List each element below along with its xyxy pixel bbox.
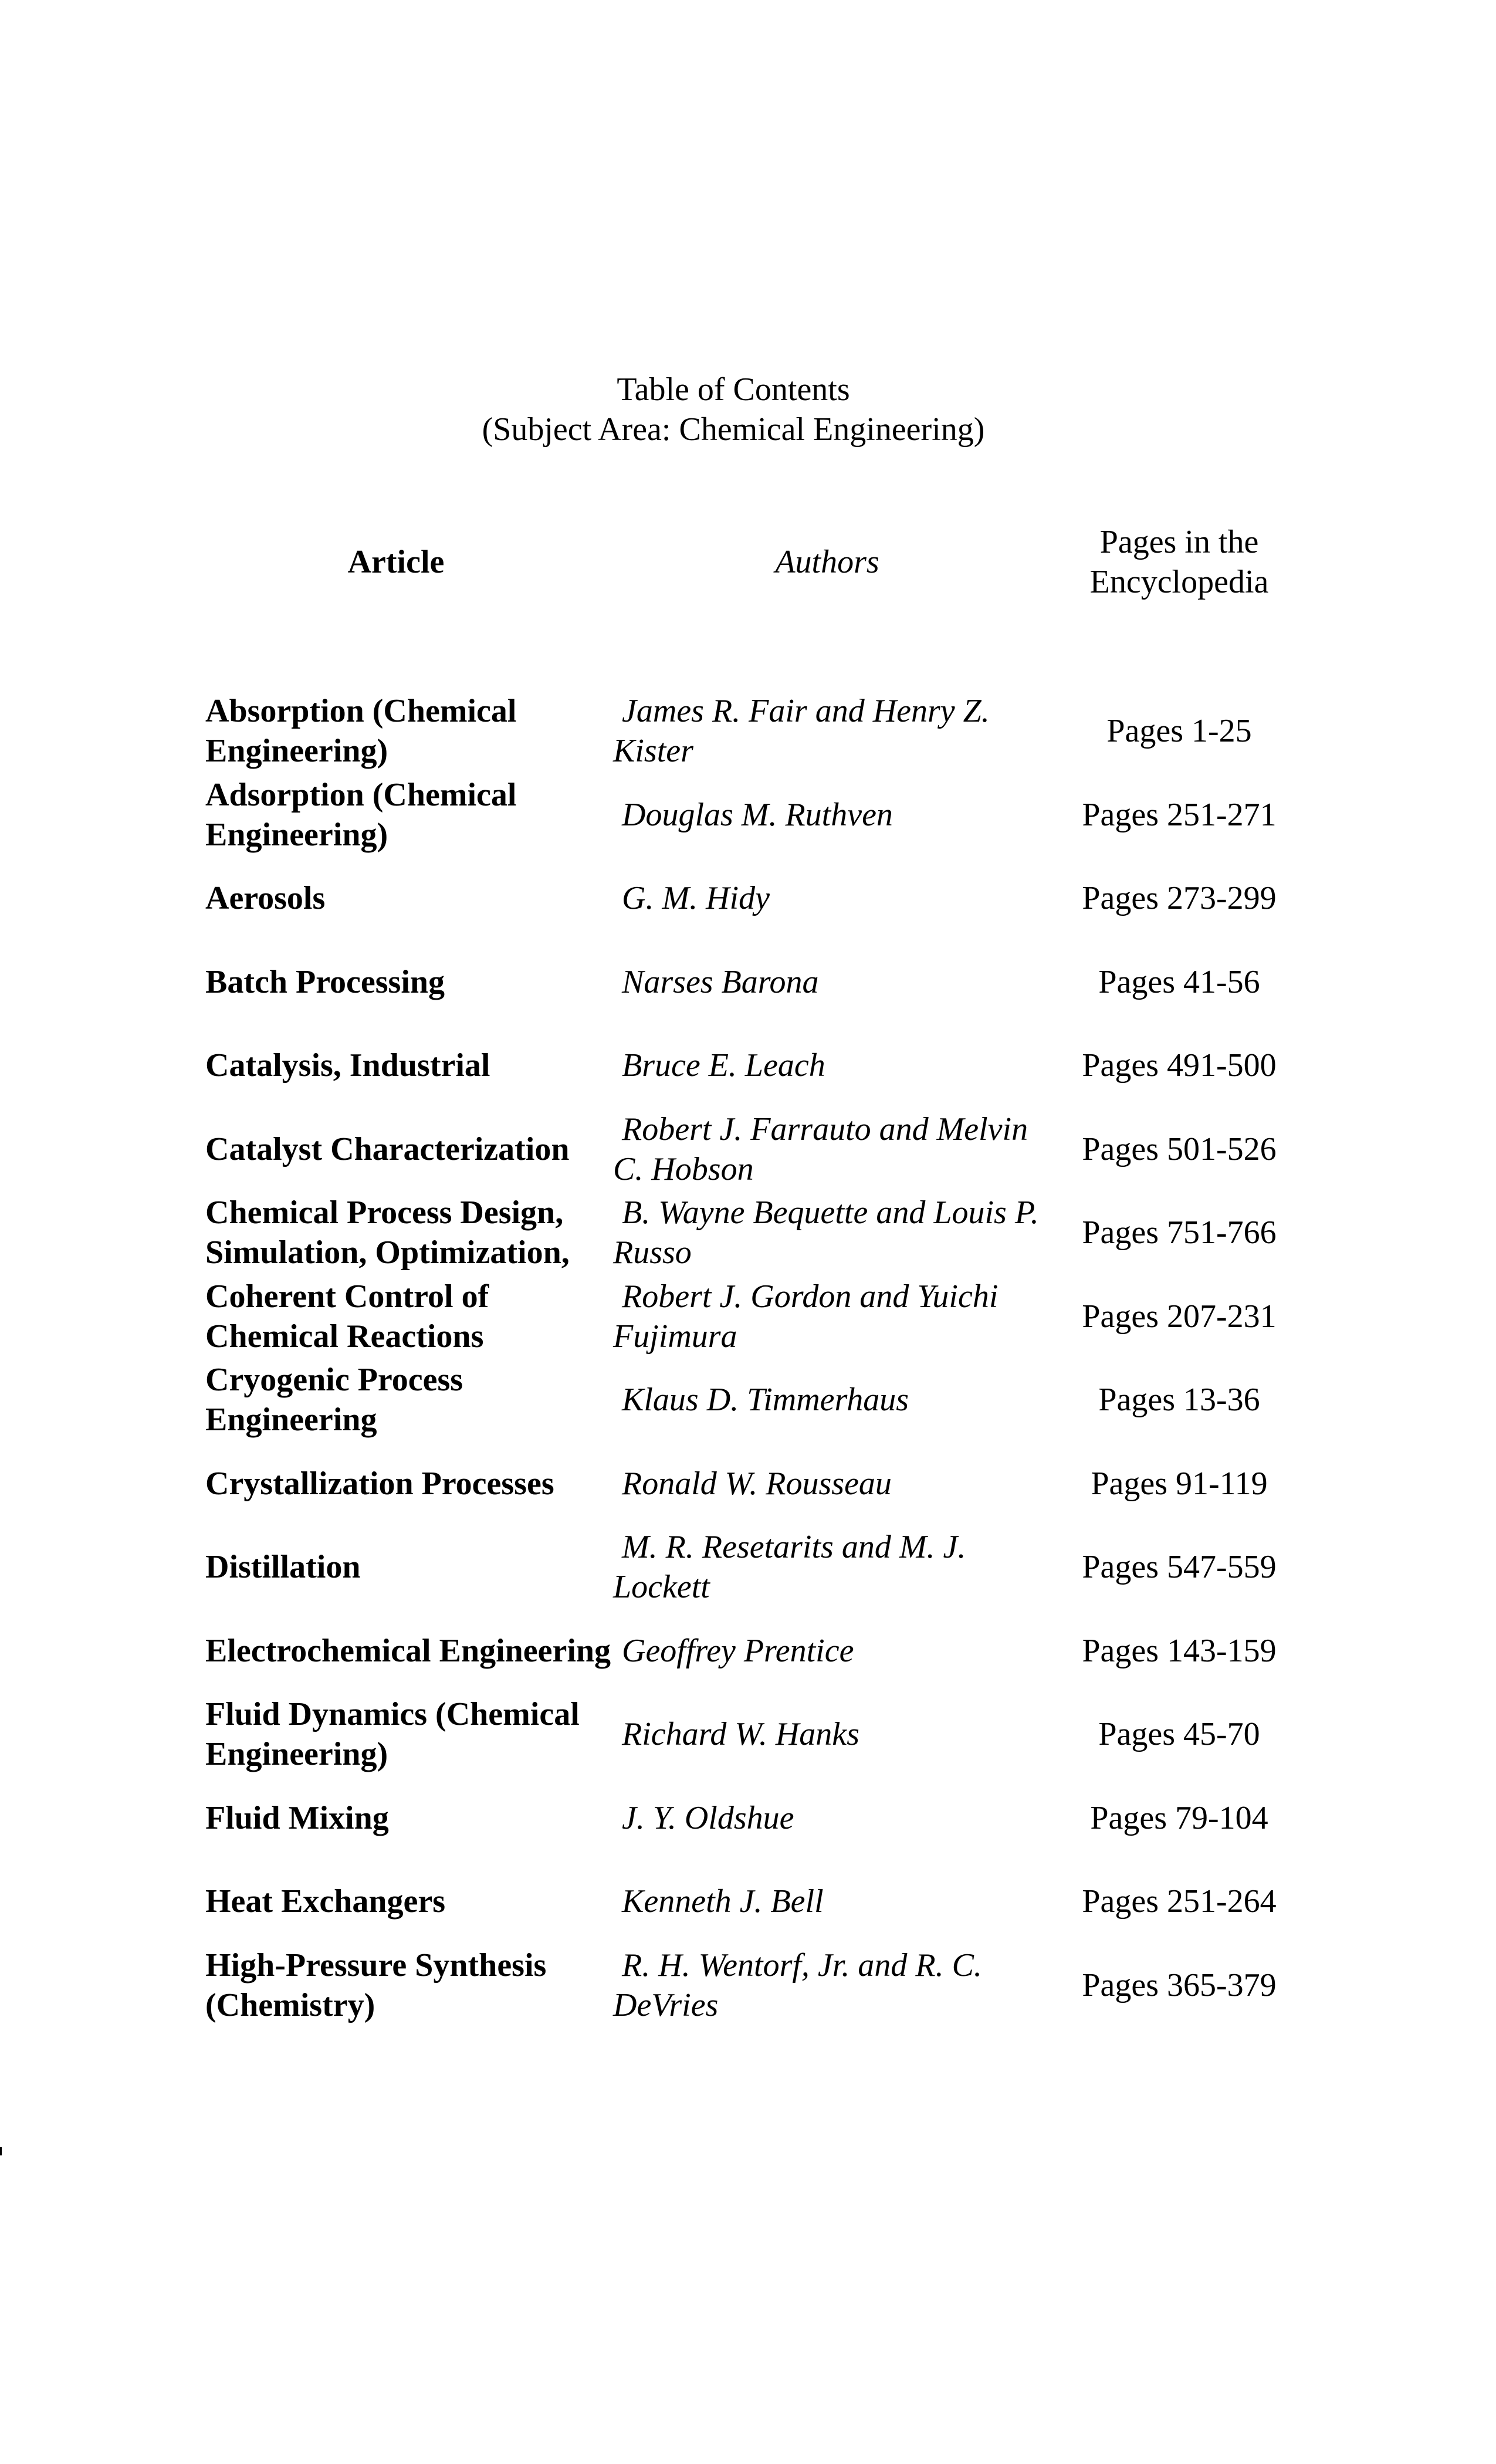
column-header-pages <box>1056 522 1302 602</box>
article-pages: Pages 491-500 <box>1082 1047 1277 1084</box>
toc-table <box>0 689 1496 2027</box>
authors-text: Narses Barona <box>622 963 819 1000</box>
authors-text: Kenneth J. Bell <box>622 1883 824 1920</box>
article-title: Chemical Process Design, Simulation, Optimization, <box>205 1194 570 1271</box>
table-row <box>0 1191 1496 1275</box>
article-pages: Pages 365-379 <box>1082 1967 1277 2003</box>
authors-text: G. M. Hidy <box>622 880 770 917</box>
article-pages: Pages 13-36 <box>1098 1382 1260 1419</box>
table-row <box>0 773 1496 857</box>
table-row <box>0 1693 1496 1776</box>
table-row <box>0 1024 1496 1108</box>
article-authors <box>613 1442 1059 1526</box>
article-pages: Pages 251-271 <box>1082 796 1277 833</box>
article-authors <box>613 1358 1059 1442</box>
table-row <box>0 940 1496 1024</box>
table-row <box>0 689 1496 773</box>
article-authors <box>613 1108 1059 1192</box>
document-title-block <box>0 370 1467 449</box>
article-authors <box>613 773 1059 857</box>
table-row <box>0 1525 1496 1609</box>
article-pages: Pages 501-526 <box>1082 1131 1277 1167</box>
page-subtitle: (Subject Area: Chemical Engineering) <box>482 411 985 448</box>
table-row <box>0 1108 1496 1192</box>
article-title: Aerosols <box>205 880 326 917</box>
table-row <box>0 857 1496 940</box>
article-pages: Pages 41-56 <box>1098 963 1260 1000</box>
article-title: Adsorption (Chemical Engineering) <box>205 776 517 853</box>
article-pages: Pages 547-559 <box>1082 1549 1277 1586</box>
article-authors <box>613 689 1059 773</box>
authors-text: James R. Fair and Henry Z. Kister <box>613 693 990 770</box>
column-header-pages-line2: Encyclopedia <box>1089 564 1269 600</box>
article-title: Catalysis, Industrial <box>205 1047 490 1084</box>
article-pages: Pages 207-231 <box>1082 1298 1277 1335</box>
authors-text: R. H. Wentorf, Jr. and R. C. DeVries <box>613 1947 982 2023</box>
article-title: Electrochemical Engineering <box>205 1632 611 1669</box>
article-title: Catalyst Characterization <box>205 1131 570 1167</box>
article-title: High-Pressure Synthesis (Chemistry) <box>205 1947 547 2023</box>
authors-text: Douglas M. Ruthven <box>622 796 893 833</box>
page-title: Table of Contents <box>617 371 850 408</box>
article-pages: Pages 273-299 <box>1082 880 1277 917</box>
column-header-article: Article <box>347 544 445 580</box>
authors-text: J. Y. Oldshue <box>622 1799 794 1836</box>
article-pages: Pages 45-70 <box>1098 1716 1260 1753</box>
article-pages: Pages 1-25 <box>1106 713 1252 750</box>
authors-text: Klaus D. Timmerhaus <box>622 1382 909 1419</box>
margin-mark <box>0 2147 2 2155</box>
authors-text: B. Wayne Bequette and Louis P. Russo <box>613 1194 1039 1271</box>
article-authors <box>613 1693 1059 1776</box>
article-authors <box>613 1275 1059 1359</box>
authors-text: Geoffrey Prentice <box>622 1632 854 1669</box>
article-authors <box>613 1024 1059 1108</box>
article-title: Heat Exchangers <box>205 1883 446 1920</box>
article-authors <box>613 857 1059 940</box>
authors-text: Richard W. Hanks <box>622 1716 859 1753</box>
article-title: Distillation <box>205 1549 361 1586</box>
article-title: Fluid Mixing <box>205 1799 389 1836</box>
column-header-pages-line1: Pages in the <box>1099 524 1259 560</box>
article-authors <box>613 1944 1059 2028</box>
authors-text: Robert J. Gordon and Yuichi Fujimura <box>613 1278 999 1355</box>
table-row <box>0 1776 1496 1860</box>
authors-text: Bruce E. Leach <box>622 1047 825 1084</box>
article-authors <box>613 1609 1059 1693</box>
article-title: Batch Processing <box>205 963 445 1000</box>
article-title: Fluid Dynamics (Chemical Engineering) <box>205 1696 580 1773</box>
column-header-authors: Authors <box>775 544 879 580</box>
article-pages: Pages 91-119 <box>1091 1465 1268 1502</box>
table-row <box>0 1442 1496 1526</box>
article-authors <box>613 1191 1059 1275</box>
article-title: Cryogenic Process Engineering <box>205 1362 463 1439</box>
article-pages: Pages 751-766 <box>1082 1214 1277 1251</box>
authors-text: M. R. Resetarits and M. J. Lockett <box>613 1529 966 1606</box>
table-row <box>0 1275 1496 1359</box>
article-pages: Pages 143-159 <box>1082 1632 1277 1669</box>
table-row <box>0 1860 1496 1944</box>
article-title: Crystallization Processes <box>205 1465 554 1502</box>
authors-text: Ronald W. Rousseau <box>622 1465 892 1502</box>
authors-text: Robert J. Farrauto and Melvin C. Hobson <box>613 1111 1028 1187</box>
article-pages: Pages 251-264 <box>1082 1883 1277 1920</box>
article-pages: Pages 79-104 <box>1090 1799 1268 1836</box>
table-row <box>0 1358 1496 1442</box>
table-row <box>0 1944 1496 2028</box>
article-title: Absorption (Chemical Engineering) <box>205 693 517 770</box>
table-row <box>0 1609 1496 1693</box>
article-authors <box>613 940 1059 1024</box>
article-authors <box>613 1860 1059 1944</box>
article-authors <box>613 1776 1059 1860</box>
article-title: Coherent Control of Chemical Reactions <box>205 1278 489 1355</box>
article-authors <box>613 1525 1059 1609</box>
